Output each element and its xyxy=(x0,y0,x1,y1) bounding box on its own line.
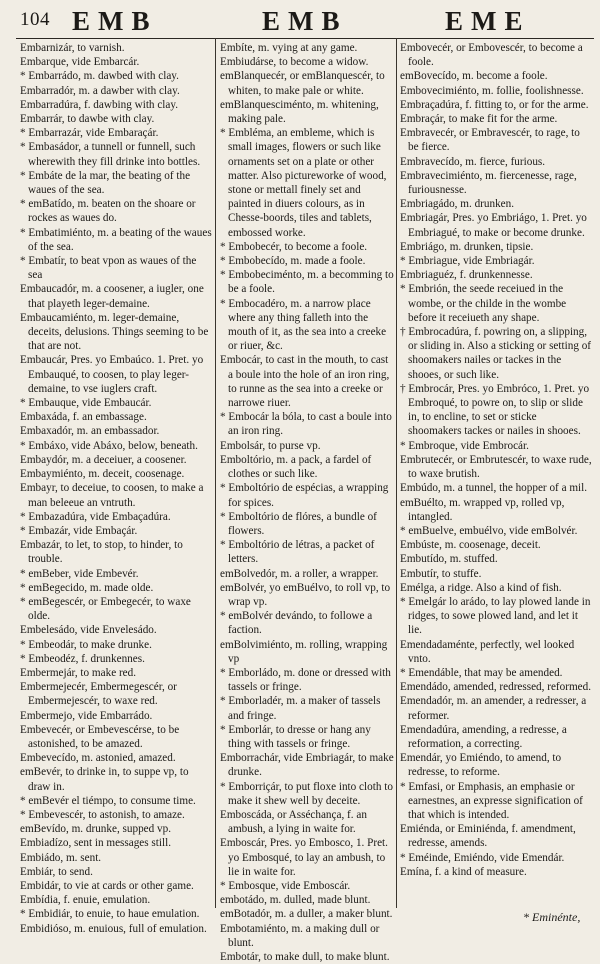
dictionary-entry: * Emboltório de espécias, a wrapping for spices. xyxy=(220,482,389,509)
dictionary-entry: Embriágo, m. drunken, tipsie. xyxy=(400,240,534,253)
dictionary-entry: Embermejo, vide Embarrádo. xyxy=(20,709,153,722)
dictionary-entry: * Emborládo, m. done or dressed with tassels or fringe. xyxy=(220,666,391,694)
dictionary-entry: Embocár, to cast in the mouth, to cast a boule into the hole of an iron ring, to runne as the sea into a creeke or narrowe riuer. xyxy=(220,354,390,410)
column-left xyxy=(20,41,212,936)
dictionary-entry: Emína, f. a kind of measure. xyxy=(400,865,527,878)
header-rule xyxy=(16,38,594,39)
dictionary-entry: * emBegescér, or Embegecér, to waxe olde. xyxy=(20,595,191,623)
dictionary-entry: * Emborladér, m. a maker of tassels and fringe. xyxy=(220,695,381,722)
dictionary-entry: Embaucár, Pres. yo Embaúco. 1. Pret. yo Embauqué, to coosen, to play leger-demaine, to vse iuglers craft. xyxy=(20,354,204,395)
dictionary-entry: * Embriague, vide Embriagár. xyxy=(400,255,535,268)
dictionary-entry: Emboltório, m. a pack, a fardel of clothes or such like. xyxy=(220,453,372,481)
dictionary-entry: Embarradúra, f. dawbing with clay. xyxy=(20,98,179,111)
dictionary-entry: * emBeber, vide Embevér. xyxy=(20,567,139,580)
center-headword: EMB xyxy=(262,6,348,36)
dictionary-entry: * Emelgár lo arádo, to lay plowed lande in ridges, to sowe plowed land, and let it lie. xyxy=(400,595,591,637)
dictionary-entry: Embaydór, m. a deceiuer, a coosener. xyxy=(20,453,187,466)
dictionary-entry: Embaymiénto, m. deceit, coosenage. xyxy=(20,468,185,481)
dictionary-entry: * Embarrazár, vide Embaraçár. xyxy=(20,127,159,140)
dictionary-entry: emBovecído, m. become a foole. xyxy=(400,70,548,83)
dictionary-entry: Embarradór, m. a dawber with clay. xyxy=(20,84,180,97)
dictionary-entry: * Embazadúra, vide Embaçadúra. xyxy=(20,510,171,523)
dictionary-entry: Embíte, m. vying at any game. xyxy=(220,42,358,54)
dictionary-entry: Embaucadór, m. a coosener, a iugler, one that playeth leger-demaine. xyxy=(20,283,204,310)
dictionary-entry: Emboscár, Pres. yo Embosco, 1. Pret. yo Embosqué, to lay an ambush, to lie in waite for. xyxy=(220,837,388,878)
dictionary-entry: emBuélto, m. wrapped vp, rolled vp, intangled. xyxy=(400,496,565,523)
dictionary-entry: * Embobecér, to become a foole. xyxy=(220,240,368,253)
dictionary-entry: * Embosque, vide Emboscár. xyxy=(220,879,351,892)
dictionary-entry: * emBuelve, embuélvo, vide emBolvér. xyxy=(400,524,578,537)
dictionary-entry: Embarrár, to dawbe with clay. xyxy=(20,113,155,126)
dictionary-entry: Embermejecér, Embermegescér, or Embermejescér, to waxe red. xyxy=(20,681,177,708)
dictionary-entry: Embaxadór, m. an embassador. xyxy=(20,425,160,438)
dictionary-entry: Embravecimiénto, m. fiercenesse, rage, furiousnesse. xyxy=(400,169,577,197)
dictionary-entry: * Embevescér, to astonish, to amaze. xyxy=(20,808,185,821)
dictionary-entry: * Embléma, an embleme, which is small images, flowers or such like ornaments set on a plate or other matter. Also pictureworke of wood, stone or mettall finely set and painted in diuers colours, as in Chesse-boords, tiles and tablets, embossed worke. xyxy=(220,127,387,239)
dictionary-entry: Embutír, to stuffe. xyxy=(400,567,482,580)
dictionary-entry: * Embáte de la mar, the beating of the waues of the sea. xyxy=(20,169,191,197)
dictionary-entry: Emélga, a ridge. Also a kind of fish. xyxy=(400,581,562,594)
running-header xyxy=(0,6,600,36)
dictionary-entry: Embutído, m. stuffed. xyxy=(400,553,498,566)
dictionary-entry: * Emfasi, or Emphasis, an emphasie or earnestnes, an expresse signification of that which is intended. xyxy=(400,780,583,821)
dictionary-entry: * Embatimiénto, m. a beating of the waues of the sea. xyxy=(20,226,212,253)
column-center xyxy=(220,41,394,964)
dictionary-entry: Emiénda, or Eminiénda, f. amendment, redresse, amends. xyxy=(400,823,576,850)
dictionary-entry: Embermejár, to make red. xyxy=(20,666,137,679)
dictionary-entry: Embaucamiénto, m. leger-demaine, deceits, delusions. Things seeming to be that are not. xyxy=(20,311,209,353)
dictionary-entry: * Embáxo, vide Abáxo, below, beneath. xyxy=(20,439,198,452)
dictionary-entry: Embraçadúra, f. fitting to, or for the arme. xyxy=(400,98,589,111)
dictionary-entry: Embazár, to let, to stop, to hinder, to trouble. xyxy=(20,539,183,566)
dictionary-entry: * Emendáble, that may be amended. xyxy=(400,666,563,679)
dictionary-entry: emBevído, m. drunke, supped vp. xyxy=(20,823,172,836)
left-headword: EMB xyxy=(72,6,158,36)
dictionary-entry: * Embroque, vide Embrocár. xyxy=(400,439,529,452)
dictionary-entry: Embayr, to deceiue, to coosen, to make a man beleeue an vntruth. xyxy=(20,482,204,509)
dictionary-entry: * Embatír, to beat vpon as waues of the sea xyxy=(20,255,197,282)
catchword: * Eminénte, xyxy=(523,910,581,924)
dictionary-entry: Embolsár, to purse vp. xyxy=(220,439,321,452)
dictionary-entry: Embaxáda, f. an embassage. xyxy=(20,411,147,424)
dictionary-entry: * Emboltório de flóres, a bundle of flowers. xyxy=(220,510,377,537)
dictionary-entry: Embidár, to vie at cards or other game. xyxy=(20,879,194,892)
right-headword: EME xyxy=(445,6,531,36)
dictionary-entry: * emBevér el tiémpo, to consume time. xyxy=(20,794,196,807)
dictionary-entry: * Emborlár, to dresse or hang any thing with tassels or fringe. xyxy=(220,723,371,750)
dictionary-entry: Embiádo, m. sent. xyxy=(20,851,102,864)
dictionary-entry: * Emborriçár, to put floxe into cloth to make it shew well by deceite. xyxy=(220,780,393,807)
dictionary-entry: * Embeodár, to make drunke. xyxy=(20,638,152,651)
page-number: 104 xyxy=(20,9,50,30)
dictionary-entry: Embiudárse, to become a widow. xyxy=(220,56,369,69)
dictionary-entry: emBotadór, m. a duller, a maker blunt. xyxy=(220,908,393,921)
column-right xyxy=(400,41,592,879)
dictionary-entry: emBolvimiénto, m. rolling, wrapping vp xyxy=(220,638,388,665)
dictionary-entry: emBolvér, yo emBuélvo, to roll vp, to wrap vp. xyxy=(220,581,391,608)
dictionary-entry: emBlanquesciménto, m. whitening, making pale. xyxy=(220,98,379,126)
dictionary-entry: Embarque, vide Embarcár. xyxy=(20,56,140,69)
dictionary-entry: Embotamiénto, m. a making dull or blunt. xyxy=(220,922,380,949)
dictionary-entry: Embevecér, or Embevescérse, to be astonished, to be amazed. xyxy=(20,723,180,750)
dictionary-entry: Embriagádo, m. drunken. xyxy=(400,198,515,211)
dictionary-entry: * emBolvér devándo, to followe a faction. xyxy=(220,610,373,637)
dictionary-entry: Embidióso, m. enuious, full of emulation. xyxy=(20,922,207,935)
dictionary-entry: * Embarrádo, m. dawbed with clay. xyxy=(20,70,179,83)
dictionary-entry: Embiár, to send. xyxy=(20,865,93,878)
dictionary-entry: * Embazár, vide Embaçár. xyxy=(20,524,138,537)
dictionary-entry: * Embasádor, a tunnell or funnell, such wherewith they fill drinke into bottles. xyxy=(20,141,201,168)
dictionary-entry: † Embrocadúra, f. powring on, a slipping, or sliding in. Also a sticking or setting of shoomakers nailes or tackes in the shooes, or such like. xyxy=(400,326,592,381)
dictionary-entry: Embídia, f. enuie, emulation. xyxy=(20,894,151,907)
dictionary-entry: Embiadízo, sent in messages still. xyxy=(20,837,172,850)
column-divider-right xyxy=(396,38,397,908)
column-divider-left xyxy=(215,38,216,908)
dictionary-entry: Emendár, yo Emiéndo, to amend, to redresse, to reforme. xyxy=(400,752,562,779)
dictionary-entry: Emendadúra, amending, a redresse, a reformation, a correcting. xyxy=(400,723,567,750)
dictionary-entry: Embevecído, m. astonied, amazed. xyxy=(20,752,176,765)
dictionary-entry: Embravecér, or Embravescér, to rage, to be fierce. xyxy=(400,127,580,154)
dictionary-entry: Embraçár, to make fit for the arme. xyxy=(400,113,558,126)
dictionary-entry: * Embocár la bóla, to cast a boule into an iron ring. xyxy=(220,411,392,438)
dictionary-entry: * Emboltório de létras, a packet of letters. xyxy=(220,539,375,566)
dictionary-entry: Embrutecér, or Embrutescér, to waxe rude, to waxe brutish. xyxy=(400,453,592,481)
dictionary-entry: * Embobeciménto, m. a becomming to be a foole. xyxy=(220,269,394,296)
dictionary-entry: Embovecimiénto, m. follie, foolishnesse. xyxy=(400,84,584,97)
dictionary-entry: * Eméinde, Emiéndo, vide Emendár. xyxy=(400,851,565,864)
dictionary-entry: Embravecído, m. fierce, furious. xyxy=(400,155,546,168)
dictionary-entry: * emBatído, m. beaten on the shoare or rockes as waues do. xyxy=(20,198,196,225)
dictionary-entry: * Embrión, the seede receiued in the wombe, or the childe in the wombe before it receiueth any shape. xyxy=(400,283,567,324)
dictionary-entry: Emboscáda, or Asséchança, f. an ambush, a lying in waite for. xyxy=(220,808,367,836)
dictionary-entry: emBlanquecér, or emBlanquescér, to whiten, to make pale or white. xyxy=(220,70,385,97)
dictionary-entry: * Embauque, vide Embaucár. xyxy=(20,397,152,410)
dictionary-entry: Emendadór, m. an amender, a redresser, a reformer. xyxy=(400,695,587,722)
dictionary-entry: * Embidiár, to enuie, to haue emulation. xyxy=(20,908,200,921)
dictionary-entry: Embúdo, m. a tunnel, the hopper of a mil. xyxy=(400,482,588,495)
dictionary-entry: Embarnizár, to varnish. xyxy=(20,42,125,54)
dictionary-entry: Embriagár, Pres. yo Embriágo, 1. Pret. yo Embriagué, to make or become drunke. xyxy=(400,212,587,239)
dictionary-entry: * Embeodéz, f. drunkennes. xyxy=(20,652,145,665)
dictionary-entry: * emBegecido, m. made olde. xyxy=(20,581,154,594)
dictionary-entry: † Embrocár, Pres. yo Embróco, 1. Pret. yo Embroqué, to powre on, to slip or slide in, to encline, to set or sticke shoomakers tackes or nailes in shooes. xyxy=(400,382,590,438)
dictionary-entry: emBolvedór, m. a roller, a wrapper. xyxy=(220,567,379,580)
dictionary-entry: Embúste, m. coosenage, deceit. xyxy=(400,539,541,552)
dictionary-entry: Embelesádo, vide Envelesádo. xyxy=(20,624,157,637)
dictionary-entry: * Embocadéro, m. a narrow place where any thing falleth into the mouth of it, as the sea into a creeke or riuer, &c. xyxy=(220,297,387,353)
dictionary-entry: Embriaguéz, f. drunkennesse. xyxy=(400,269,533,282)
dictionary-entry: Emborrachár, vide Embriagár, to make drunke. xyxy=(220,752,394,779)
dictionary-entry: embotádo, m. dulled, made blunt. xyxy=(220,894,371,907)
dictionary-entry: Embovecér, or Embovescér, to become a foole. xyxy=(400,42,583,69)
dictionary-entry: emBevér, to drinke in, to suppe vp, to draw in. xyxy=(20,766,189,793)
dictionary-entry: * Embobecído, m. made a foole. xyxy=(220,255,366,268)
dictionary-entry: Emendadaménte, perfectly, wel looked vnto. xyxy=(400,638,575,665)
dictionary-entry: Embotár, to make dull, to make blunt. xyxy=(220,951,390,963)
dictionary-entry: Emendádo, amended, redressed, reformed. xyxy=(400,681,592,694)
